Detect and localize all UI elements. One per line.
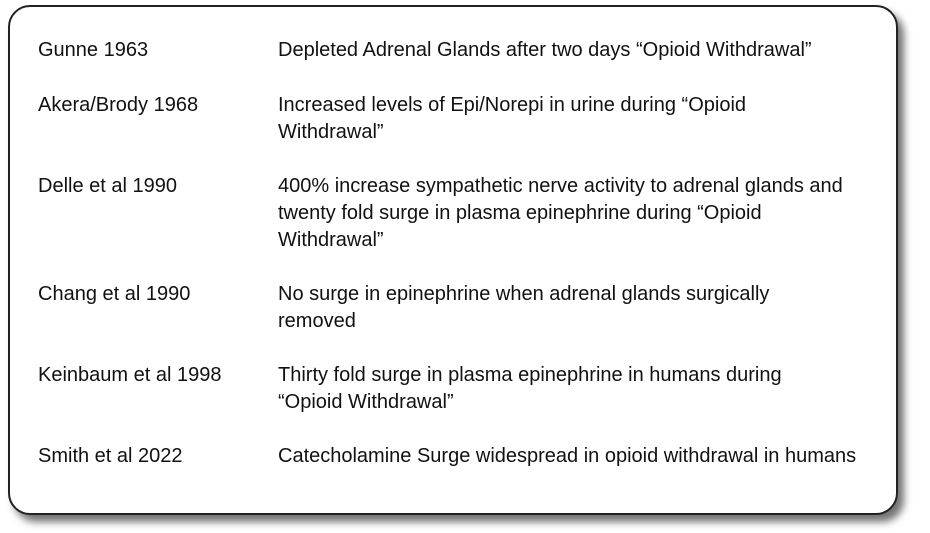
- studies-card: [8, 5, 898, 515]
- study-finding: Increased levels of Epi/Norepi in urine during “Opioid Withdrawal”: [278, 94, 747, 143]
- study-finding: No surge in epinephrine when adrenal glands surgically removed: [278, 283, 770, 332]
- study-citation: Akera/Brody 1968: [38, 94, 199, 116]
- study-citation: Smith et al 2022: [38, 445, 183, 467]
- study-citation: Keinbaum et al 1998: [38, 364, 222, 386]
- study-finding: Catecholamine Surge widespread in opioid withdrawal in humans: [278, 445, 857, 467]
- study-citation: Chang et al 1990: [38, 283, 191, 305]
- study-citation: Delle et al 1990: [38, 175, 177, 197]
- study-citation: Gunne 1963: [38, 39, 149, 61]
- study-finding: Thirty fold surge in plasma epinephrine in humans during “Opioid Withdrawal”: [278, 364, 782, 413]
- study-finding: 400% increase sympathetic nerve activity to adrenal glands and twenty fold surge in plasma epinephrine during “Opioid Withdrawal”: [278, 175, 843, 251]
- study-finding: Depleted Adrenal Glands after two days “Opioid Withdrawal”: [278, 39, 812, 61]
